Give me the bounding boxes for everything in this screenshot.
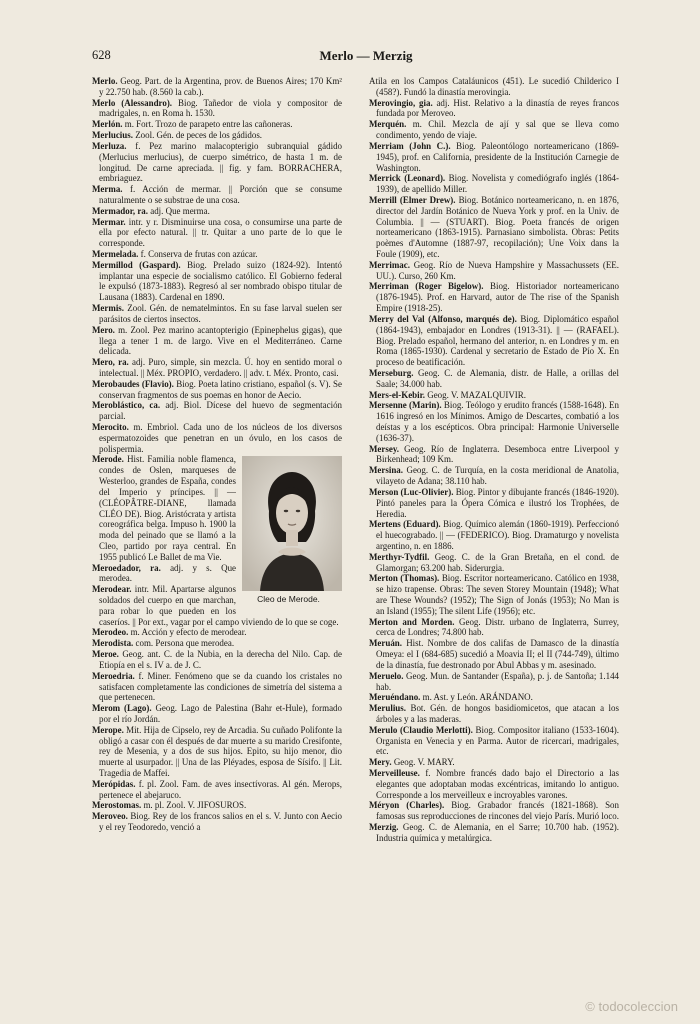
entry-definition: Geog. C. de la Gran Bretaña, en el cond. de Glamorgan; 63.200 hab. Siderurgia. bbox=[376, 551, 619, 573]
dictionary-entry bbox=[92, 119, 342, 130]
entry-definition: Biog. Grabador francés (1821-1868). Son famosas sus reproducciones de rincones del viejo París. Murió loco. bbox=[376, 800, 619, 822]
entry-definition: Geog. ant. C. de la Nubia, en la derecha del Nilo. Cap. de Etiopía en el s. IV a. de J. C. bbox=[99, 649, 342, 670]
entry-definition: adj. Que merma. bbox=[150, 205, 210, 216]
entry-definition: f. Conserva de frutas con azúcar. bbox=[140, 249, 258, 259]
entry-definition: Biog. Prelado suizo (1824-92). Intentó implantar una especie de socialismo católico. El Gobierno federal le expulsó (1873-1883). Regresó al ser nombrado obispo titular de Lausana (1883). Cardenal en 1890. bbox=[99, 259, 343, 303]
entry-headword: Merriam (John C.). bbox=[369, 140, 451, 151]
entry-definition: f. Miner. Fenómeno que se da cuando los cristales no satisfacen completamente las condiciones de simetría del sistema a que pertenecen. bbox=[99, 670, 342, 703]
dictionary-entry bbox=[369, 638, 619, 670]
dictionary-entry bbox=[92, 627, 342, 638]
entry-definition: f. pl. Zool. Fam. de aves insectívoras. Al gén. Merops, pertenece el abejaruco. bbox=[99, 778, 343, 800]
dictionary-entry bbox=[92, 98, 342, 120]
entry-headword: Merodear. bbox=[92, 584, 132, 595]
entry-headword: Mermillod (Gaspard). bbox=[92, 259, 181, 270]
entry-definition: Biog. Diplomático español (1864-1943), embajador en Londres (1913-31). || — (RAFAEL). Biog. Prelado español, hermano del anterior, n. en Londres y m. en Roma (1865-1930). Cardenal y secretario de Estado de Pío X. En proceso de beatificación. bbox=[376, 313, 619, 368]
entry-definition: Zool. Gén. de nematelmintos. En su fase larval suelen ser parásitos de ciertos insectos. bbox=[99, 303, 342, 324]
portrait-figure bbox=[242, 456, 342, 604]
entry-definition: intr. Mil. Apartarse algunos soldados del cuerpo en que marchan, para robar lo que pueden en los caseríos. || Por ext., vagar por el campo viviendo de lo que se coge. bbox=[99, 584, 339, 627]
dictionary-entry bbox=[92, 649, 342, 671]
dictionary-entry bbox=[92, 638, 342, 649]
dictionary-entry bbox=[369, 281, 619, 313]
entry-headword: Merovingio, gia. bbox=[369, 97, 433, 108]
entry-headword: Meroblástico, ca. bbox=[92, 400, 161, 411]
entry-headword: Merma. bbox=[92, 184, 123, 195]
entry-headword: Mersey. bbox=[369, 443, 400, 454]
dictionary-entry bbox=[92, 357, 342, 379]
entry-headword: Mero. bbox=[92, 324, 115, 335]
dictionary-entry bbox=[369, 768, 619, 800]
entry-headword: Merópidas. bbox=[92, 778, 136, 789]
entry-headword: Merode. bbox=[92, 454, 124, 465]
entry-headword: Meruán. bbox=[369, 638, 403, 649]
entry-definition: m. Chil. Mezcla de ají y sal que se lleva como condimento, yendo de viaje. bbox=[376, 119, 619, 141]
portrait-photo bbox=[242, 456, 342, 591]
dictionary-entry bbox=[92, 141, 342, 184]
left-column bbox=[92, 76, 342, 833]
entry-definition: Mit. Hija de Cipselo, rey de Arcadia. Su cuñado Polifonte la obligó a casar con él después de dar muerte a su marido Cresifonte, rey de Mesenia, y a dos de sus hijos. Epito, su hijo menor, dio muerte al usurpador. || Una de las Pléyades, esposa de Sísifo. || Lit. Tragedia de Maffei. bbox=[99, 724, 343, 778]
entry-headword: Meroedador, ra. bbox=[92, 562, 161, 573]
dictionary-entry bbox=[92, 671, 342, 703]
entry-definition: Geog. Part. de la Argentina, prov. de Buenos Aires; 170 Km² y 22.750 hab. (8.560 la cab.). bbox=[99, 76, 342, 97]
entry-definition: adj. Puro, simple, sin mezcla. Ú. hoy en sentido moral o intelectual. || Méx. PROPIO, verdadero. || adv. t. Méx. Pronto, casi. bbox=[99, 357, 342, 378]
entry-headword: Merton (Thomas). bbox=[369, 573, 440, 584]
dictionary-entry bbox=[369, 465, 619, 487]
entry-headword: Meroe. bbox=[92, 649, 119, 660]
entry-headword: Merry del Val (Alfonso, marqués de). bbox=[369, 313, 517, 324]
dictionary-entry bbox=[92, 130, 342, 141]
entry-definition: f. Acción de mermar. || Porción que se consume naturalmente o se substrae de una cosa. bbox=[99, 184, 342, 205]
dictionary-entry bbox=[92, 725, 342, 779]
dictionary-entry bbox=[369, 98, 619, 120]
entry-headword: Merthyr-Tydfil. bbox=[369, 551, 430, 562]
entry-headword: Merriman (Roger Bigelow). bbox=[369, 281, 484, 292]
dictionary-entry bbox=[92, 184, 342, 206]
entry-headword: Merlucius. bbox=[92, 130, 133, 141]
dictionary-entry bbox=[369, 725, 619, 757]
dictionary-entry bbox=[369, 444, 619, 466]
entry-headword: Mero, ra. bbox=[92, 357, 129, 368]
dictionary-entry bbox=[92, 422, 342, 454]
entry-headword: Mermador, ra. bbox=[92, 205, 149, 216]
entry-definition: Geog. C. de Turquía, en la costa meridional de Anatolia, vilayeto de Adana; 38.110 hab. bbox=[376, 465, 619, 487]
photo-caption: Cleo de Merode. bbox=[257, 594, 320, 605]
entry-headword: Merluza. bbox=[92, 140, 127, 151]
entry-definition: f. Pez marino malacopterigio subranquial gádido (Merlucius merlucius), de cuerpo simétrico, de hasta 1 m. de longitud. De carne apreciada. || fig. y fam. BORRACHERA, embriaguez. bbox=[99, 140, 343, 184]
dictionary-entry bbox=[369, 800, 619, 822]
entry-headword: Méryon (Charles). bbox=[369, 800, 445, 811]
dictionary-entry bbox=[369, 692, 619, 703]
entry-headword: Meruelo. bbox=[369, 670, 404, 681]
dictionary-entry bbox=[369, 141, 619, 173]
dictionary-entry bbox=[92, 379, 342, 401]
entry-definition: Biog. Novelista y comediógrafo inglés (1864-1939), de apellido Miller. bbox=[376, 173, 620, 195]
entry-definition: adj. Biol. Dícese del huevo de segmentación parcial. bbox=[99, 400, 343, 422]
entry-definition: m. Embriol. Cada uno de los núcleos de los diversos espermatozoides que penetran en un óvulo, en los casos de polispermia. bbox=[99, 422, 342, 454]
dictionary-entry bbox=[369, 314, 619, 368]
dictionary-entry bbox=[369, 400, 619, 443]
entry-headword: Merrick (Leonard). bbox=[369, 173, 446, 184]
page-header bbox=[92, 48, 640, 68]
entry-headword: Mermis. bbox=[92, 303, 125, 314]
entry-definition: Geog. V. MARY. bbox=[393, 757, 455, 768]
dictionary-entry bbox=[369, 119, 619, 141]
entry-definition: Biog. Pintor y dibujante francés (1846-1920). Pintó paneles para la Ópera Cómica e ilustró los Trophées, de Heredia. bbox=[376, 486, 619, 519]
dictionary-entry bbox=[369, 617, 619, 639]
entry-definition: Biog. Químico alemán (1860-1919). Perfeccionó el huecograbado. || — (FEDERICO). Biog. Dramaturgo y novelista argentino, n. en 1886. bbox=[376, 519, 619, 551]
entry-headword: Merope. bbox=[92, 724, 124, 735]
dictionary-entry bbox=[369, 822, 619, 844]
entry-definition: m. pl. Zool. V. JIFOSUROS. bbox=[143, 800, 247, 811]
dictionary-entry bbox=[369, 173, 619, 195]
dictionary-entry bbox=[92, 303, 342, 325]
entry-headword: Merulo (Claudio Merlotti). bbox=[369, 724, 473, 735]
entry-headword: Mersina. bbox=[369, 465, 404, 476]
entry-headword: Merrill (Elmer Drew). bbox=[369, 194, 456, 205]
entry-headword: Meroedria. bbox=[92, 670, 135, 681]
entry-headword: Merocito. bbox=[92, 422, 129, 432]
dictionary-entry bbox=[92, 800, 342, 811]
dictionary-entry bbox=[92, 779, 342, 801]
entry-headword: Merlo (Alessandro). bbox=[92, 97, 173, 108]
entry-definition: m. Zool. Pez marino acantopterigio (Epinephelus gigas), que llega a tener 1 m. de largo. Vive en el Mediterráneo. Carne delicada. bbox=[99, 324, 343, 357]
dictionary-entry bbox=[92, 400, 342, 422]
entry-definition: Hist. Familia noble flamenca, condes de Oslen, marqueses de Westerloo, grandes de España, condes del Imperio y príncipes. || — (CLÉOPÂTRE-DIANE, llamada CLÉO DE). Biog. Aristócrata y artista coreográfica belga. Impuso h. 1900 la moda del peinado que se llamó a la Cleo, partido por raya central. En 1955 publicó Le Ballet de ma Vie. bbox=[99, 454, 236, 562]
entry-definition: Biog. Tañedor de viola y compositor de madrigales, n. en Roma h. 1530. bbox=[99, 97, 343, 119]
entry-definition: Biog. Paleontólogo norteamericano (1869-1945), prof. en California, presidente de la Institución Carnegie de Washington. bbox=[376, 140, 619, 173]
entry-headword: Mermar. bbox=[92, 216, 126, 227]
entry-headword: Merseburg. bbox=[369, 367, 414, 378]
entry-definition: Biog. Teólogo y erudito francés (1588-1648). En 1616 ingresó en los Mínimos. Amigo de Descartes, combatió a los deístas y a los escépticos. Obra principal: Harmonie Universelle (1636-37). bbox=[376, 400, 619, 443]
entry-definition: Biog. Rey de los francos salios en el s. V. Junto con Aecio y el rey Teodoredo, venció a bbox=[99, 811, 343, 833]
entry-headword: Merodista. bbox=[92, 638, 134, 649]
entry-definition: Geog. Distr. urbano de Inglaterra, Surrey, cerca de Londres; 74.800 hab. bbox=[376, 616, 619, 638]
entry-headword: Meruéndano. bbox=[369, 692, 421, 703]
dictionary-entry bbox=[92, 249, 342, 260]
entry-definition: Biog. Historiador norteamericano (1876-1945). Prof. en Harvard, autor de The rise of the Spanish Empire (1918-25). bbox=[376, 281, 620, 314]
entry-definition: Hist. Nombre de dos califas de Damasco de la dinastía Omeya: el I (684-685) sucedió a Moavia II; el II (744-749), último de la dinastía, fue destronado por Abul Abbas y m. asesinado. bbox=[376, 638, 619, 670]
dictionary-entry bbox=[369, 552, 619, 574]
entry-definition: adj. y s. Que merodea. bbox=[99, 562, 236, 584]
entry-headword: Merzig. bbox=[369, 822, 399, 833]
entry-headword: Merveilleuse. bbox=[369, 768, 420, 778]
entry-headword: Merostomas. bbox=[92, 800, 142, 811]
entry-definition: Geog. C. de Alemania, en el Sarre; 10.700 hab. (1952). Industria química y metalúrgica. bbox=[376, 822, 619, 843]
entry-definition: Biog. Compositor italiano (1533-1604). Organista en Venecia y en Parma. Autor de ricercari, madrigales, etc. bbox=[376, 724, 619, 757]
entry-headword: Mersenne (Marin). bbox=[369, 400, 442, 411]
dictionary-entry bbox=[369, 368, 619, 390]
dictionary-entry bbox=[369, 487, 619, 519]
entry-definition: f. Nombre francés dado bajo el Directorio a las elegantes que adoptaban modas excéntricas, imitando lo antiguo. Corresponde a los merveilleux e incroyables varones. bbox=[376, 768, 620, 800]
entry-headword: Merlo. bbox=[92, 76, 118, 86]
entry-headword: Mermelada. bbox=[92, 249, 139, 259]
entry-definition: m. Ast. y León. ARÁNDANO. bbox=[422, 692, 533, 703]
dictionary-entry bbox=[369, 757, 619, 768]
dictionary-entry bbox=[369, 671, 619, 693]
running-head: Merlo — Merzig bbox=[319, 48, 413, 63]
entry-definition: Geog. Río de Inglaterra. Desemboca entre Liverpool y Birkenhead; 109 Km. bbox=[376, 443, 619, 465]
entry-headword: Merobaudes (Flavio). bbox=[92, 378, 174, 389]
entry-headword: Mertens (Eduard). bbox=[369, 519, 441, 530]
entry-headword: Merton and Morden. bbox=[369, 616, 455, 627]
dictionary-entry bbox=[369, 519, 619, 551]
entry-headword: Mery. bbox=[369, 757, 392, 768]
entry-headword: Merquén. bbox=[369, 119, 407, 130]
entry-definition: Bot. Gén. de hongos basidiomicetos, que atacan a los árboles y a las maderas. bbox=[376, 703, 619, 724]
entry-definition: Geog. Mun. de Santander (España), p. j. de Santoña; 1.144 hab. bbox=[376, 670, 620, 692]
entry-headword: Merulius. bbox=[369, 703, 406, 714]
dictionary-entry bbox=[369, 195, 619, 260]
right-column bbox=[369, 76, 619, 844]
entry-definition: Geog. C. de Alemania, distr. de Halle, a orillas del Saale; 34.000 hab. bbox=[376, 367, 620, 389]
entry-headword: Merom (Lago). bbox=[92, 703, 152, 714]
entry-headword: Meroveo. bbox=[92, 811, 128, 822]
dictionary-entry bbox=[369, 260, 619, 282]
dictionary-entry bbox=[369, 703, 619, 725]
entry-headword: Merodeo. bbox=[92, 627, 129, 638]
entry-definition: Atila en los Campos Cataláunicos (451). Le sucedió Childerico I (458?). Fundó la dinastía merovingia. bbox=[369, 76, 619, 97]
dictionary-entry bbox=[92, 260, 342, 303]
entry-definition: m. Fort. Trozo de parapeto entre las cañoneras. bbox=[124, 119, 293, 130]
entry-definition: adj. Hist. Relativo a la dinastía de reyes francos fundada por Meroveo. bbox=[376, 97, 619, 119]
entry-definition: Biog. Botánico norteamericano, n. en 1876, director del Jardín Botánico de Nueva York y prof. en la Univ. de Columbia. || — (STUART). Biog. Poeta francés de origen norteamericano (1863-1915). Parnasiano simbolista. Obras: Petits poèmes d'Automne (1887-97, recopilación); Une Voix dans la Foule (1909), etc. bbox=[376, 194, 619, 259]
entry-definition: Biog. Poeta latino cristiano, español (s. V). Se conservan fragmentos de sus poemas en honor de Aecio. bbox=[99, 378, 342, 400]
entry-definition: m. Acción y efecto de merodear. bbox=[130, 627, 247, 638]
entry-definition: Biog. Escritor norteamericano. Católico en 1938, se hizo trapense. Obras: The seven Storey Mountain (1948); What are These Wounds? (1952); The Sign of Jonás (1953); No Man is an Island (1955); The silent Life (1956); etc. bbox=[376, 573, 620, 616]
dictionary-entry bbox=[92, 76, 342, 98]
entry-definition: Zool. Gén. de peces de los gádidos. bbox=[135, 130, 263, 141]
entry-headword: Mers-el-Kebir. bbox=[369, 389, 426, 400]
entry-definition: Geog. Lago de Palestina (Bahr et-Hule), formado por el río Jordán. bbox=[99, 703, 342, 724]
entry-headword: Merlón. bbox=[92, 119, 123, 130]
dictionary-entry bbox=[92, 206, 342, 217]
entry-headword: Merrimac. bbox=[369, 259, 410, 270]
dictionary-entry bbox=[92, 325, 342, 357]
entry-headword: Merson (Luc-Olivier). bbox=[369, 486, 454, 497]
page-number: 628 bbox=[92, 48, 111, 62]
dictionary-entry bbox=[92, 217, 342, 249]
dictionary-entry bbox=[369, 573, 619, 616]
watermark: © todocoleccion bbox=[585, 999, 678, 1014]
entry-definition: com. Persona que merodea. bbox=[135, 638, 235, 649]
dictionary-entry bbox=[92, 703, 342, 725]
entry-definition: Geog. V. MAZALQUIVIR. bbox=[427, 389, 526, 400]
dictionary-entry bbox=[369, 76, 619, 98]
dictionary-entry bbox=[369, 390, 619, 401]
entry-definition: intr. y r. Disminuirse una cosa, o consumirse una parte de ella por efecto natural. || tr. Quitar a uno parte de lo que le corresponde. bbox=[99, 216, 343, 249]
dictionary-entry bbox=[92, 811, 342, 833]
entry-definition: Geog. Río de Nueva Hampshire y Massachussets (EE. UU.). Curso, 260 Km. bbox=[376, 259, 619, 281]
